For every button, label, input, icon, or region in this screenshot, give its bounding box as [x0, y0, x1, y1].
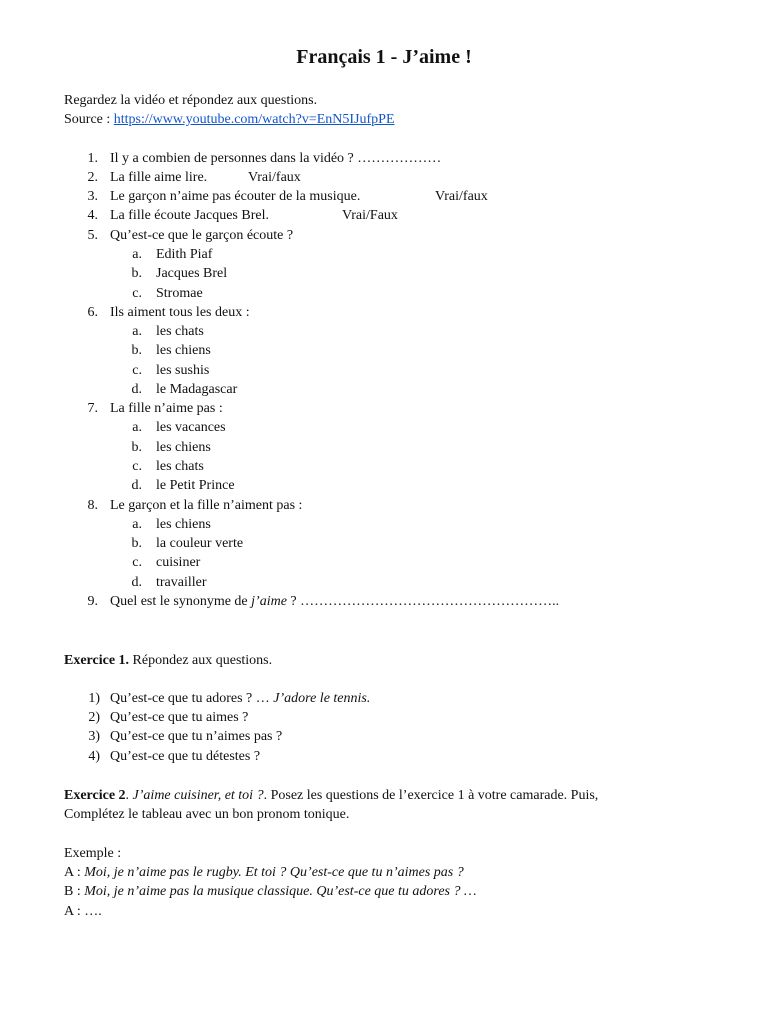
exercise-2-line-1 [64, 786, 598, 805]
example-line-3 [64, 902, 102, 921]
question-7-text: La fille n’aime pas : [110, 401, 223, 416]
exercise-2-line-2: Complétez le tableau avec un bon pronom tonique. [64, 807, 350, 822]
exercise-1-item-4: Qu’est-ce que tu détestes ? [110, 749, 261, 764]
question-4-answer: Vrai/Faux [342, 208, 398, 223]
option-text: les chiens [156, 343, 211, 358]
option-letter: c. [132, 286, 142, 301]
exercise-1-item-number: 4) [88, 749, 100, 764]
page-title: Français 1 - J’aime ! [296, 46, 472, 68]
exercise-2-rest: . Posez les questions de l’exercice 1 à votre camarade. Puis, [263, 788, 599, 803]
option-letter: a. [132, 420, 142, 435]
option-letter: a. [132, 247, 142, 262]
intro-instruction: Regardez la vidéo et répondez aux questions. [64, 93, 318, 108]
question-2-text: La fille aime lire. [110, 170, 208, 185]
option-letter: d. [131, 382, 142, 397]
exercise-1-item-number: 1) [88, 691, 100, 706]
option-letter: c. [132, 459, 142, 474]
question-9-text-italic: j’aime [251, 594, 287, 609]
option-text: cuisiner [156, 555, 201, 570]
option-letter: c. [132, 363, 142, 378]
exercise-1-item-3: Qu’est-ce que tu n’aimes pas ? [110, 729, 283, 744]
exercise-1-label: Exercice 1. [64, 653, 130, 668]
option-text: les chats [156, 324, 204, 339]
option-text: les vacances [156, 420, 226, 435]
example-speaker: A : [64, 904, 85, 919]
question-5-text: Qu’est-ce que le garçon écoute ? [110, 228, 294, 243]
question-number: 5. [87, 228, 98, 243]
question-number: 3. [87, 189, 98, 204]
option-letter: b. [131, 440, 142, 455]
option-text: travailler [156, 575, 207, 590]
option-letter: a. [132, 517, 142, 532]
question-4-text: La fille écoute Jacques Brel. [110, 208, 269, 223]
option-text: le Madagascar [156, 382, 238, 397]
option-text: Edith Piaf [156, 247, 213, 262]
question-6-text: Ils aiment tous les deux : [110, 305, 250, 320]
option-letter: a. [132, 324, 142, 339]
source-label: Source : [64, 112, 114, 127]
question-1-text: Il y a combien de personnes dans la vidéo ? ……………… [110, 151, 442, 166]
option-text: le Petit Prince [156, 478, 235, 493]
question-number: 8. [87, 498, 98, 513]
option-text: les sushis [156, 363, 210, 378]
question-number: 6. [87, 305, 98, 320]
example-line-2 [64, 882, 476, 901]
example-speaker: A : [64, 865, 85, 880]
question-number: 1. [87, 151, 98, 166]
exercise-1-item-2: Qu’est-ce que tu aimes ? [110, 710, 249, 725]
exercise-1-item-1 [110, 689, 370, 708]
source-line [64, 110, 395, 129]
question-9-text-after: ? ……………………………………………….. [286, 594, 560, 609]
exercise-1-instruction: Répondez aux questions. [129, 653, 273, 668]
option-letter: d. [131, 478, 142, 493]
option-text: la couleur verte [156, 536, 244, 551]
exercise-2-sep: . [125, 788, 133, 803]
question-number: 4. [87, 208, 98, 223]
option-letter: b. [131, 343, 142, 358]
option-text: les chiens [156, 517, 211, 532]
example-speaker: B : [64, 884, 85, 899]
question-2-answer: Vrai/faux [248, 170, 301, 185]
option-text: les chats [156, 459, 204, 474]
question-9-text [110, 592, 559, 611]
option-text: les chiens [156, 440, 211, 455]
exercise-2-label: Exercice 2 [64, 788, 126, 803]
question-9-text-before: Quel est le synonyme de [110, 594, 252, 609]
option-letter: b. [131, 266, 142, 281]
exercise-1-item-number: 3) [88, 729, 100, 744]
question-8-text: Le garçon et la fille n’aiment pas : [110, 498, 303, 513]
exercise-1-item-1-example: J’adore le tennis. [273, 691, 371, 706]
option-letter: d. [131, 575, 142, 590]
option-letter: b. [131, 536, 142, 551]
example-label: Exemple : [64, 846, 122, 861]
exercise-1-heading [64, 651, 272, 670]
question-3-text: Le garçon n’aime pas écouter de la musique. [110, 189, 361, 204]
option-letter: c. [132, 555, 142, 570]
option-text: Stromae [156, 286, 203, 301]
example-text: Moi, je n’aime pas la musique classique. Qu’est-ce que tu adores ? … [84, 884, 477, 899]
exercise-1-item-number: 2) [88, 710, 100, 725]
exercise-2-italic: J’aime cuisiner, et toi ? [132, 788, 264, 803]
question-3-answer: Vrai/faux [435, 189, 488, 204]
exercise-1-item-1-text: Qu’est-ce que tu adores ? … [110, 691, 274, 706]
question-number: 9. [87, 594, 98, 609]
source-link[interactable]: https://www.youtube.com/watch?v=EnN5IJufpPE [113, 112, 395, 127]
example-text: …. [84, 904, 102, 919]
question-number: 2. [87, 170, 98, 185]
example-text: Moi, je n’aime pas le rugby. Et toi ? Qu’est-ce que tu n’aimes pas ? [84, 865, 464, 880]
question-number: 7. [87, 401, 98, 416]
option-text: Jacques Brel [156, 266, 228, 281]
example-line-1 [64, 863, 464, 882]
